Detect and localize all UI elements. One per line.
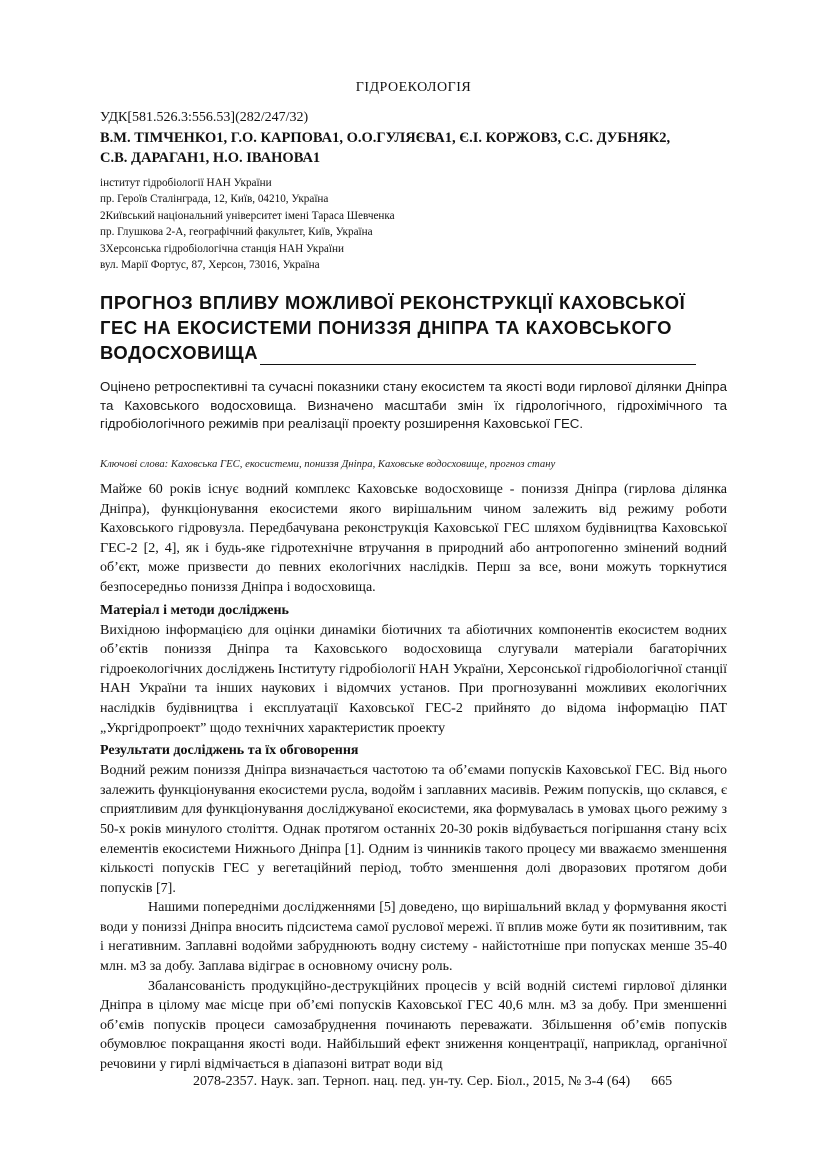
results-paragraph-2: Нашими попередніми дослідженнями [5] доведено, що вирішальний вклад у формування якості води у пониззі Дніпра вносить підсистема самої руслової мережі. її вплив може бути як позитивним, так і негативним. Заплавні водойми забруднюють водну систему - найістотніше при попусках менше 35-40 млн. м3 за добу. Заплава відіграє в основному очисну роль.	[100, 900, 727, 975]
title-line-3: ВОДОСХОВИЩА	[100, 342, 259, 363]
authors-line-2: С.В. ДАРАГАН1, Н.О. ІВАНОВА1	[100, 150, 321, 166]
paper-title	[100, 290, 727, 365]
intro-paragraph: Майже 60 років існує водний комплекс Каховське водосховище - пониззя Дніпра (гирлова ділянка Дніпра), функціонування екосистеми якого вирішальним чином залежить від режиму роботи Каховського гідровузла. Передбачувана реконструкція Каховської ГЕС шляхом будівництва Каховської ГЕС-2 [2, 4], як і будь-яке гідротехнічне втручання в природний або антропогенно змінений водний об’єкт, може призвести до певних екологічних наслідків. Перш за все, вони можуть торкнутися безпосередньо пониззя Дніпра і водосховища.	[100, 482, 727, 595]
results-paragraph-1: Водний режим пониззя Дніпра визначається частотою та об’ємами попусків Каховської ГЕС. Від нього залежить функціонування екосистеми русла, водойм і заплавних масивів. Режим попусків, що склався, є сприятливим для функціонування досліджуваної екосистеми, яка формувалась в умовах цього режиму з 50-х років минулого століття. Однак протягом останніх 20-30 років відбувається погіршання стану всіх елементів екосистеми Нижнього Дніпра [1]. Одним із чинників такого процесу ми вважаємо зменшення кількості попусків ГЕС у вегетаційний період, тобто зменшення долі дворазових протягом доби попусків [7].	[100, 763, 727, 896]
affiliation-line: 2Київський національний університет імені Тараса Шевченка	[100, 209, 395, 222]
affiliations	[100, 175, 727, 273]
title-line-2: ГЕС НА ЕКОСИСТЕМИ ПОНИЗЗЯ ДНІПРА ТА КАХОВСЬКОГО	[100, 317, 673, 338]
affiliation-line: пр. Глушкова 2-А, географічний факультет, Київ, Україна	[100, 226, 373, 239]
title-underline	[260, 346, 696, 365]
methods-paragraph: Вихідною інформацією для оцінки динаміки біотичних та абіотичних компонентів екосистем водних об’єктів пониззя Дніпра та Каховського водосховища слугували матеріали багаторічних гідроекологічних досліджень Інституту гідробіології НАН України, Херсонської гідробіологічної станції НАН України та інших наукових і відомчих установ. При прогнозуванні можливих екологічних наслідків будівництва і експлуатації Каховської ГЕС-2 прийнято до відома інформацію ПАТ „Укргідропроект” щодо технічних характеристик проекту	[100, 622, 728, 736]
results-paragraph-3: Збалансованість продукційно-деструкційних процесів у всій водній системі гирлової ділянки Дніпра в цілому має місце при об’ємі попусків Каховської ГЕС 40,6 млн. м3 за добу. При зменшенні об’ємів попусків процеси самозабруднення починають переважати. Збільшення об’ємів попусків обумовлює покращання якості води. Найбільший ефект зниження концентрації, наприклад, органічної речовини у гирлі відмічається в діапазоні витрат води від	[100, 978, 727, 1073]
udk-code: УДК[581.526.3:556.53](282/247/32)	[100, 110, 309, 125]
title-line-1: ПРОГНОЗ ВПЛИВУ МОЖЛИВОЇ РЕКОНСТРУКЦІЇ КАХОВСЬКОЇ	[100, 292, 686, 313]
methods-heading: Матеріал і методи досліджень	[100, 602, 289, 618]
results-heading: Результати досліджень та їх обговорення	[100, 743, 359, 759]
authors-line-1: В.М. ТІМЧЕНКО1, Г.О. КАРПОВА1, О.О.ГУЛЯЄВА1, Є.І. КОРЖОВ3, С.С. ДУБНЯК2,	[100, 130, 671, 146]
page-footer: 2078-2357. Наук. зап. Терноп. нац. пед. ун-ту. Сер. Біол., 2015, № 3-4 (64) 665	[193, 1074, 673, 1089]
keywords: Ключові слова: Каховська ГЕС, екосистеми, пониззя Дніпра, Каховське водосховище, прогноз стану	[100, 458, 556, 470]
affiliation-line: пр. Героїв Сталінграда, 12, Київ, 04210, Україна	[100, 193, 329, 206]
authors	[100, 128, 727, 168]
abstract: Оцінено ретроспективні та сучасні показники стану екосистем та якості води гирлової ділянки Дніпра та Каховського водосховища. Визначено масштаби змін їх гідрологічного, гідрохімічного та гідробіологічного режимів при реалізації проекту розширення Каховської ГЕС.	[100, 379, 727, 431]
section-label: ГІДРОЕКОЛОГІЯ	[355, 80, 472, 95]
affiliation-line: 3Херсонська гідробіологічна станція НАН України	[100, 242, 344, 255]
article-body	[100, 480, 727, 1075]
affiliation-line: інститут гідробіології НАН України	[100, 177, 272, 189]
affiliation-line: вул. Марії Фортус, 87, Херсон, 73016, Україна	[100, 259, 320, 272]
